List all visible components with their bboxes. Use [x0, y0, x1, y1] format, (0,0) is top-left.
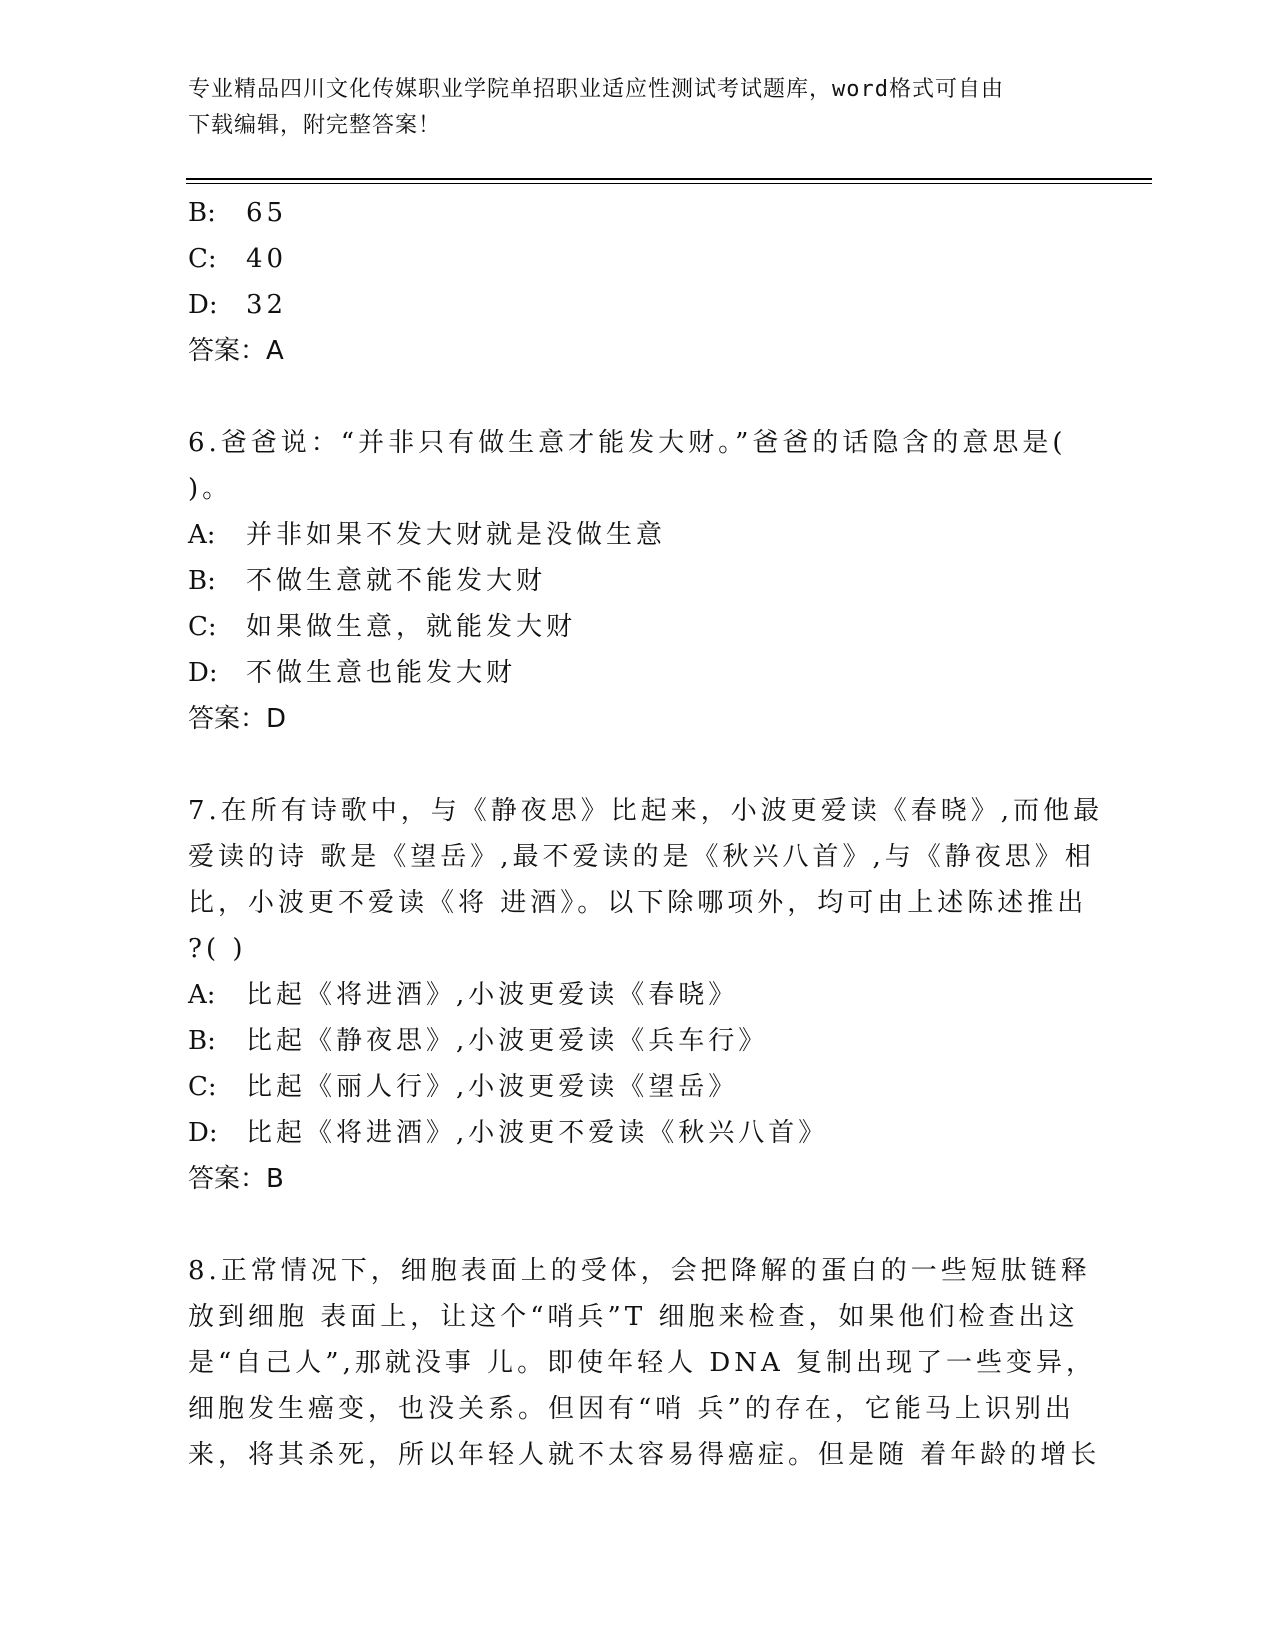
option-b: [188, 1018, 1068, 1064]
question-8: [188, 1248, 1101, 1478]
answer-line: 答案：D: [188, 704, 287, 734]
option-text: 比起《丽人行》,小波更爱读《望岳》: [246, 1072, 739, 1102]
option-text: 40: [246, 244, 288, 274]
question-stem-line: 来，将其杀死，所以年轻人就不太容易得癌症。但是随 着年龄的增长: [188, 1440, 1101, 1470]
question-stem-line: 7.在所有诗歌中，与《静夜思》比起来，小波更爱读《春晓》,而他最: [188, 796, 1104, 826]
option-text: 比起《静夜思》,小波更爱读《兵车行》: [246, 1026, 769, 1056]
question-stem-line: 细胞发生癌变，也没关系。但因有“哨 兵”的存在，它能马上识别出: [188, 1394, 1075, 1424]
page-header: [188, 72, 1068, 144]
option-b: [188, 190, 1068, 236]
question-5: [188, 190, 1068, 374]
option-letter: A:: [188, 520, 216, 550]
question-stem-line: 6.爸爸说：“并非只有做生意才能发大财。”爸爸的话隐含的意思是(: [188, 428, 1067, 458]
option-text: 65: [246, 198, 288, 228]
header-rule-thin: [186, 183, 1152, 184]
option-text: 如果做生意，就能发大财: [246, 612, 577, 642]
option-a: [188, 512, 1068, 558]
question-stem-line: )。: [188, 474, 233, 504]
option-c: [188, 236, 1068, 282]
option-a: [188, 972, 1068, 1018]
option-letter: D:: [188, 1118, 218, 1148]
option-letter: D:: [188, 290, 218, 320]
option-letter: C:: [188, 1072, 217, 1102]
option-text: 32: [246, 290, 288, 320]
answer-line: 答案：B: [188, 1164, 284, 1194]
answer-line: 答案：A: [188, 336, 284, 366]
option-letter: B:: [188, 566, 216, 596]
option-letter: D:: [188, 658, 218, 688]
question-6: [188, 420, 1068, 742]
question-stem-line: 爱读的诗 歌是《望岳》,最不爱读的是《秋兴八首》,与《静夜思》相: [188, 842, 1095, 872]
option-text: 并非如果不发大财就是没做生意: [246, 520, 667, 550]
option-d: [188, 650, 1068, 696]
question-stem-line: 8.正常情况下，细胞表面上的受体，会把降解的蛋白的一些短肽链释: [188, 1256, 1091, 1286]
option-letter: B:: [188, 1026, 216, 1056]
option-letter: B:: [188, 198, 216, 228]
option-text: 比起《将进酒》,小波更爱读《春晓》: [246, 980, 739, 1010]
option-text: 不做生意就不能发大财: [246, 566, 547, 596]
option-d: [188, 1110, 1068, 1156]
header-line-2: 下载编辑，附完整答案！: [188, 113, 442, 138]
header-line-1: 专业精品四川文化传媒职业学院单招职业适应性测试考试题库，word格式可自由: [188, 77, 1004, 102]
question-stem-line: 比，小波更不爱读《将 进酒》。以下除哪项外，均可由上述陈述推出: [188, 888, 1088, 918]
option-text: 比起《将进酒》,小波更不爱读《秋兴八首》: [246, 1118, 829, 1148]
option-c: [188, 604, 1068, 650]
option-letter: C:: [188, 612, 217, 642]
option-d: [188, 282, 1068, 328]
option-c: [188, 1064, 1068, 1110]
question-7: [188, 788, 1104, 1202]
option-text: 不做生意也能发大财: [246, 658, 517, 688]
header-rule-thick: [186, 178, 1152, 180]
option-letter: A:: [188, 980, 216, 1010]
question-content: [188, 190, 1104, 1478]
question-stem-line: 放到细胞 表面上，让这个“哨兵”T 细胞来检查，如果他们检查出这: [188, 1302, 1079, 1332]
option-letter: C:: [188, 244, 217, 274]
question-stem-line: 是“自己人”,那就没事 儿。即使年轻人 DNA 复制出现了一些变异，: [188, 1348, 1097, 1378]
question-stem-line: ?( ): [188, 934, 247, 964]
option-b: [188, 558, 1068, 604]
